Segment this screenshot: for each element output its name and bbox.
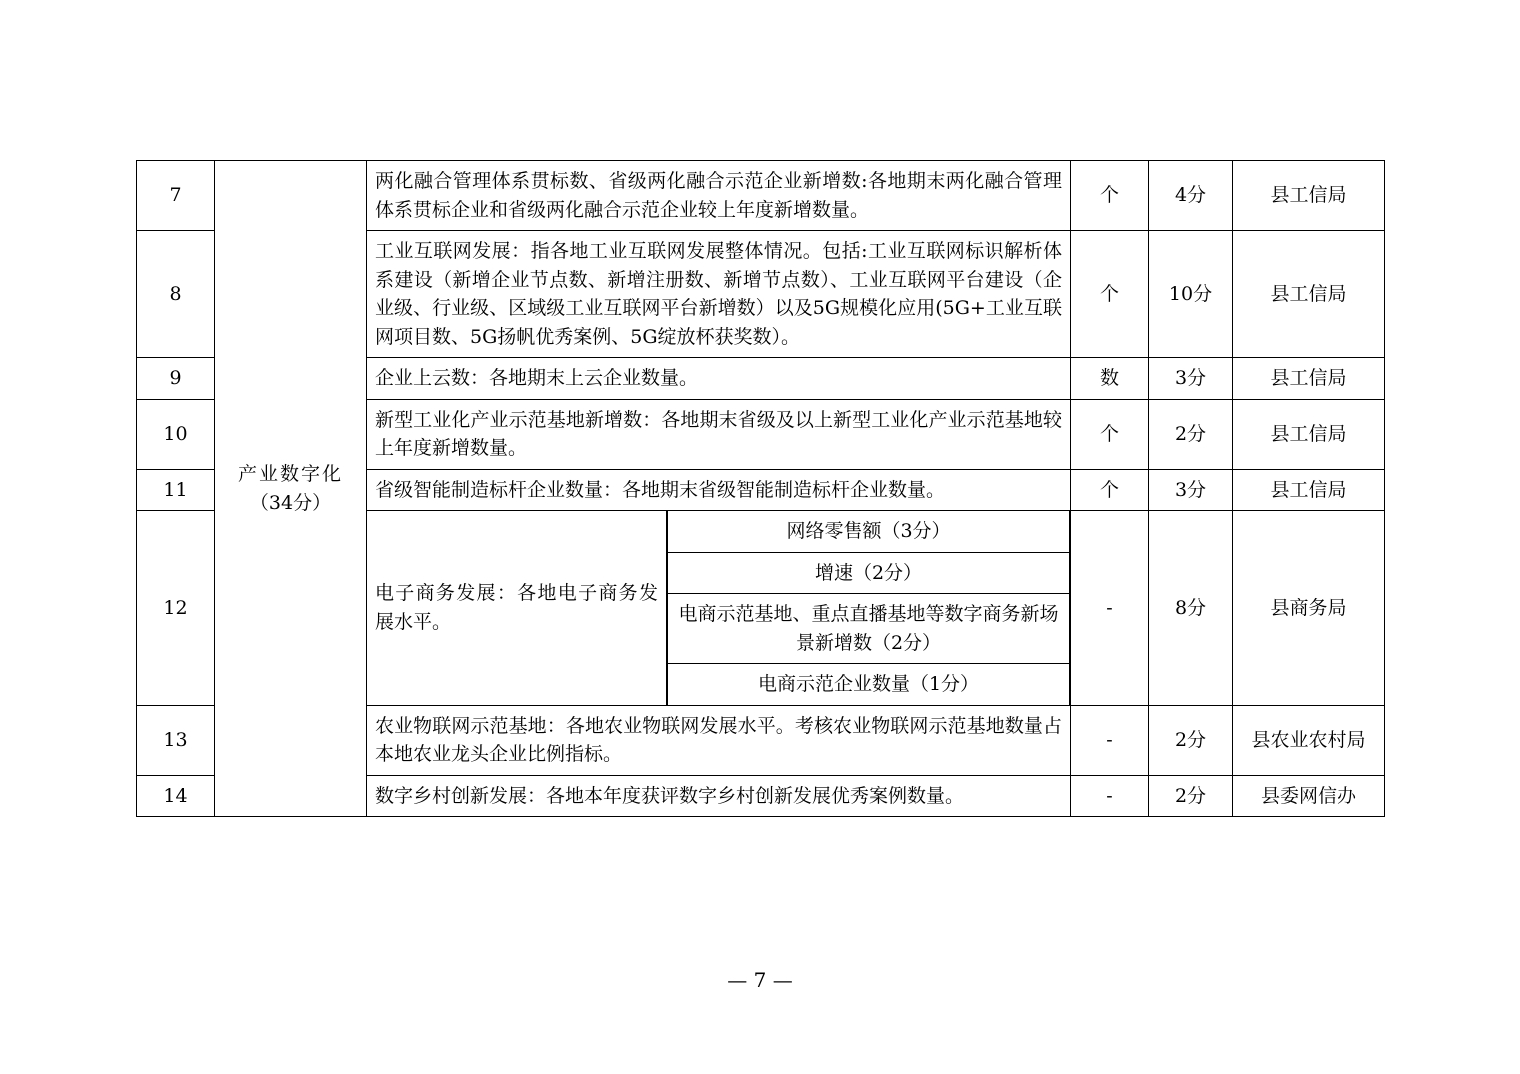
score-cell: 3分 [1149,358,1233,400]
table-row [137,161,1385,231]
indicator-description: 新型工业化产业示范基地新增数：各地期末省级及以上新型工业化产业示范基地较上年度新增数量。 [367,399,1071,469]
indicator-description: 电子商务发展：各地电子商务发展水平。 [367,511,667,706]
department-cell: 县工信局 [1233,231,1385,358]
unit-cell: - [1071,705,1149,775]
score-cell: 2分 [1149,775,1233,817]
department-cell: 县工信局 [1233,399,1385,469]
department-cell: 县工信局 [1233,161,1385,231]
row-number: 7 [137,161,215,231]
score-cell: 2分 [1149,705,1233,775]
unit-cell: 个 [1071,399,1149,469]
assessment-table [136,160,1385,817]
sub-indicator-list [667,511,1071,706]
row-number: 14 [137,775,215,817]
department-cell: 县农业农村局 [1233,705,1385,775]
indicator-description: 工业互联网发展：指各地工业互联网发展整体情况。包括:工业互联网标识解析体系建设（新增企业节点数、新增注册数、新增节点数）、工业互联网平台建设（企业级、行业级、区域级工业互联网平台新增数）以及5G规模化应用(5G+工业互联网项目数、5G扬帆优秀案例、5G绽放杯获奖数）。 [367,231,1071,358]
indicator-description: 企业上云数：各地期末上云企业数量。 [367,358,1071,400]
unit-cell: 个 [1071,231,1149,358]
indicator-description: 省级智能制造标杆企业数量：各地期末省级智能制造标杆企业数量。 [367,469,1071,511]
score-cell: 3分 [1149,469,1233,511]
score-cell: 10分 [1149,231,1233,358]
sub-indicator-item: 网络零售额（3分） [668,511,1070,552]
row-number: 8 [137,231,215,358]
row-number: 11 [137,469,215,511]
unit-cell: - [1071,775,1149,817]
sub-indicator-row [668,594,1070,664]
category-title: 产业数字化 [237,463,343,485]
department-cell: 县工信局 [1233,358,1385,400]
category-score: （34分） [249,491,332,514]
sub-indicator-item: 电商示范企业数量（1分） [668,664,1070,705]
row-number: 9 [137,358,215,400]
page-number: — 7 — [727,968,793,992]
department-cell: 县委网信办 [1233,775,1385,817]
score-cell: 2分 [1149,399,1233,469]
department-cell: 县工信局 [1233,469,1385,511]
sub-indicator-row [668,664,1070,705]
score-cell: 4分 [1149,161,1233,231]
assessment-table-container [136,160,1384,817]
indicator-description: 农业物联网示范基地：各地农业物联网发展水平。考核农业物联网示范基地数量占本地农业龙头企业比例指标。 [367,705,1071,775]
score-cell: 8分 [1149,511,1233,706]
sub-indicator-item: 电商示范基地、重点直播基地等数字商务新场景新增数（2分） [668,594,1070,664]
row-number: 12 [137,511,215,706]
department-cell: 县商务局 [1233,511,1385,706]
row-number: 10 [137,399,215,469]
indicator-description: 数字乡村创新发展：各地本年度获评数字乡村创新发展优秀案例数量。 [367,775,1071,817]
unit-cell: 个 [1071,469,1149,511]
unit-cell: - [1071,511,1149,706]
indicator-description: 两化融合管理体系贯标数、省级两化融合示范企业新增数:各地期末两化融合管理体系贯标企业和省级两化融合示范企业较上年度新增数量。 [367,161,1071,231]
unit-cell: 个 [1071,161,1149,231]
row-number: 13 [137,705,215,775]
sub-indicator-row [668,552,1070,594]
sub-indicator-table [667,511,1070,705]
sub-indicator-row [668,511,1070,552]
unit-cell: 数 [1071,358,1149,400]
category-cell [215,161,367,817]
sub-indicator-item: 增速（2分） [668,552,1070,594]
